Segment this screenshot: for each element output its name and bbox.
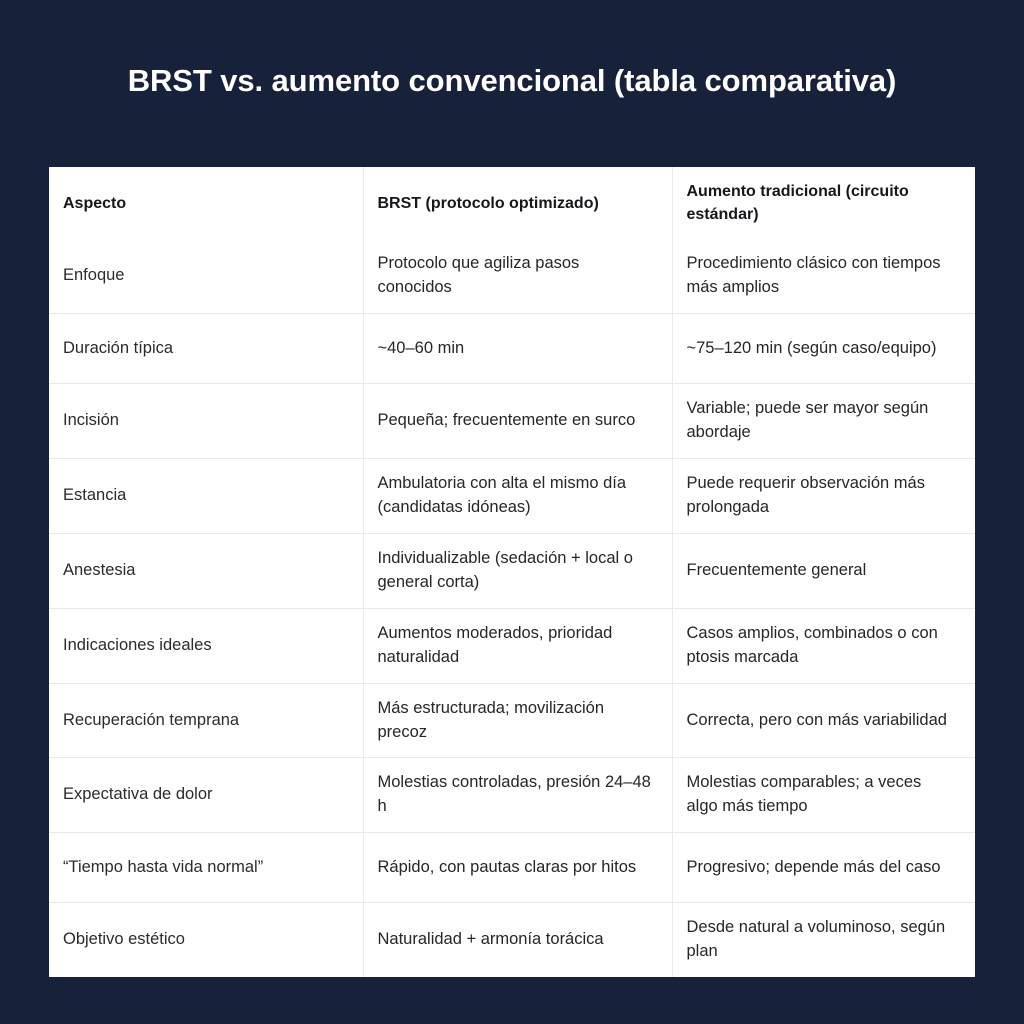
cell-tradicional: Casos amplios, combinados o con ptosis marcada bbox=[672, 608, 975, 683]
cell-tradicional: Progresivo; depende más del caso bbox=[672, 833, 975, 903]
comparison-table bbox=[49, 167, 975, 977]
table-row bbox=[49, 459, 975, 534]
cell-brst: Protocolo que agiliza pasos conocidos bbox=[363, 239, 672, 313]
table-row bbox=[49, 314, 975, 384]
cell-aspect: Indicaciones ideales bbox=[49, 608, 363, 683]
cell-brst: Más estructurada; movilización precoz bbox=[363, 683, 672, 758]
comparison-table-container bbox=[49, 167, 975, 977]
table-row bbox=[49, 758, 975, 833]
table-row bbox=[49, 833, 975, 903]
cell-brst: ~40–60 min bbox=[363, 314, 672, 384]
cell-aspect: Incisión bbox=[49, 384, 363, 459]
table-row bbox=[49, 903, 975, 977]
cell-brst: Ambulatoria con alta el mismo día (candidatas idóneas) bbox=[363, 459, 672, 534]
cell-tradicional: Frecuentemente general bbox=[672, 533, 975, 608]
column-header-brst: BRST (protocolo optimizado) bbox=[363, 167, 672, 239]
cell-aspect: Expectativa de dolor bbox=[49, 758, 363, 833]
table-row bbox=[49, 239, 975, 313]
cell-tradicional: ~75–120 min (según caso/equipo) bbox=[672, 314, 975, 384]
cell-aspect: Anestesia bbox=[49, 533, 363, 608]
table-header bbox=[49, 167, 975, 239]
cell-tradicional: Variable; puede ser mayor según abordaje bbox=[672, 384, 975, 459]
page-title: BRST vs. aumento convencional (tabla comparativa) bbox=[127, 63, 897, 98]
cell-aspect: Objetivo estético bbox=[49, 903, 363, 977]
cell-tradicional: Desde natural a voluminoso, según plan bbox=[686, 918, 946, 961]
table-row bbox=[49, 384, 975, 459]
cell-aspect: Estancia bbox=[49, 459, 363, 534]
cell-aspect: Enfoque bbox=[49, 239, 363, 313]
cell-aspect: “Tiempo hasta vida normal” bbox=[49, 833, 363, 903]
table-row bbox=[49, 608, 975, 683]
cell-tradicional: Puede requerir observación más prolongada bbox=[672, 459, 975, 534]
cell-brst: Molestias controladas, presión 24–48 h bbox=[363, 758, 672, 833]
cell-aspect: Duración típica bbox=[49, 314, 363, 384]
table-row bbox=[49, 683, 975, 758]
cell-tradicional: Molestias comparables; a veces algo más tiempo bbox=[672, 758, 975, 833]
table-header-row bbox=[49, 167, 975, 239]
table-row bbox=[49, 533, 975, 608]
cell-brst: Pequeña; frecuentemente en surco bbox=[363, 384, 672, 459]
column-header-tradicional: Aumento tradicional (circuito estándar) bbox=[686, 183, 909, 224]
cell-tradicional: Procedimiento clásico con tiempos más amplios bbox=[672, 239, 975, 313]
table-body bbox=[49, 239, 975, 977]
cell-brst: Naturalidad + armonía torácica bbox=[363, 903, 672, 977]
cell-tradicional: Correcta, pero con más variabilidad bbox=[672, 683, 975, 758]
cell-brst: Rápido, con pautas claras por hitos bbox=[363, 833, 672, 903]
cell-brst: Individualizable (sedación + local o general corta) bbox=[363, 533, 672, 608]
column-header-aspecto: Aspecto bbox=[49, 167, 363, 239]
cell-aspect: Recuperación temprana bbox=[49, 683, 363, 758]
cell-brst: Aumentos moderados, prioridad naturalidad bbox=[363, 608, 672, 683]
